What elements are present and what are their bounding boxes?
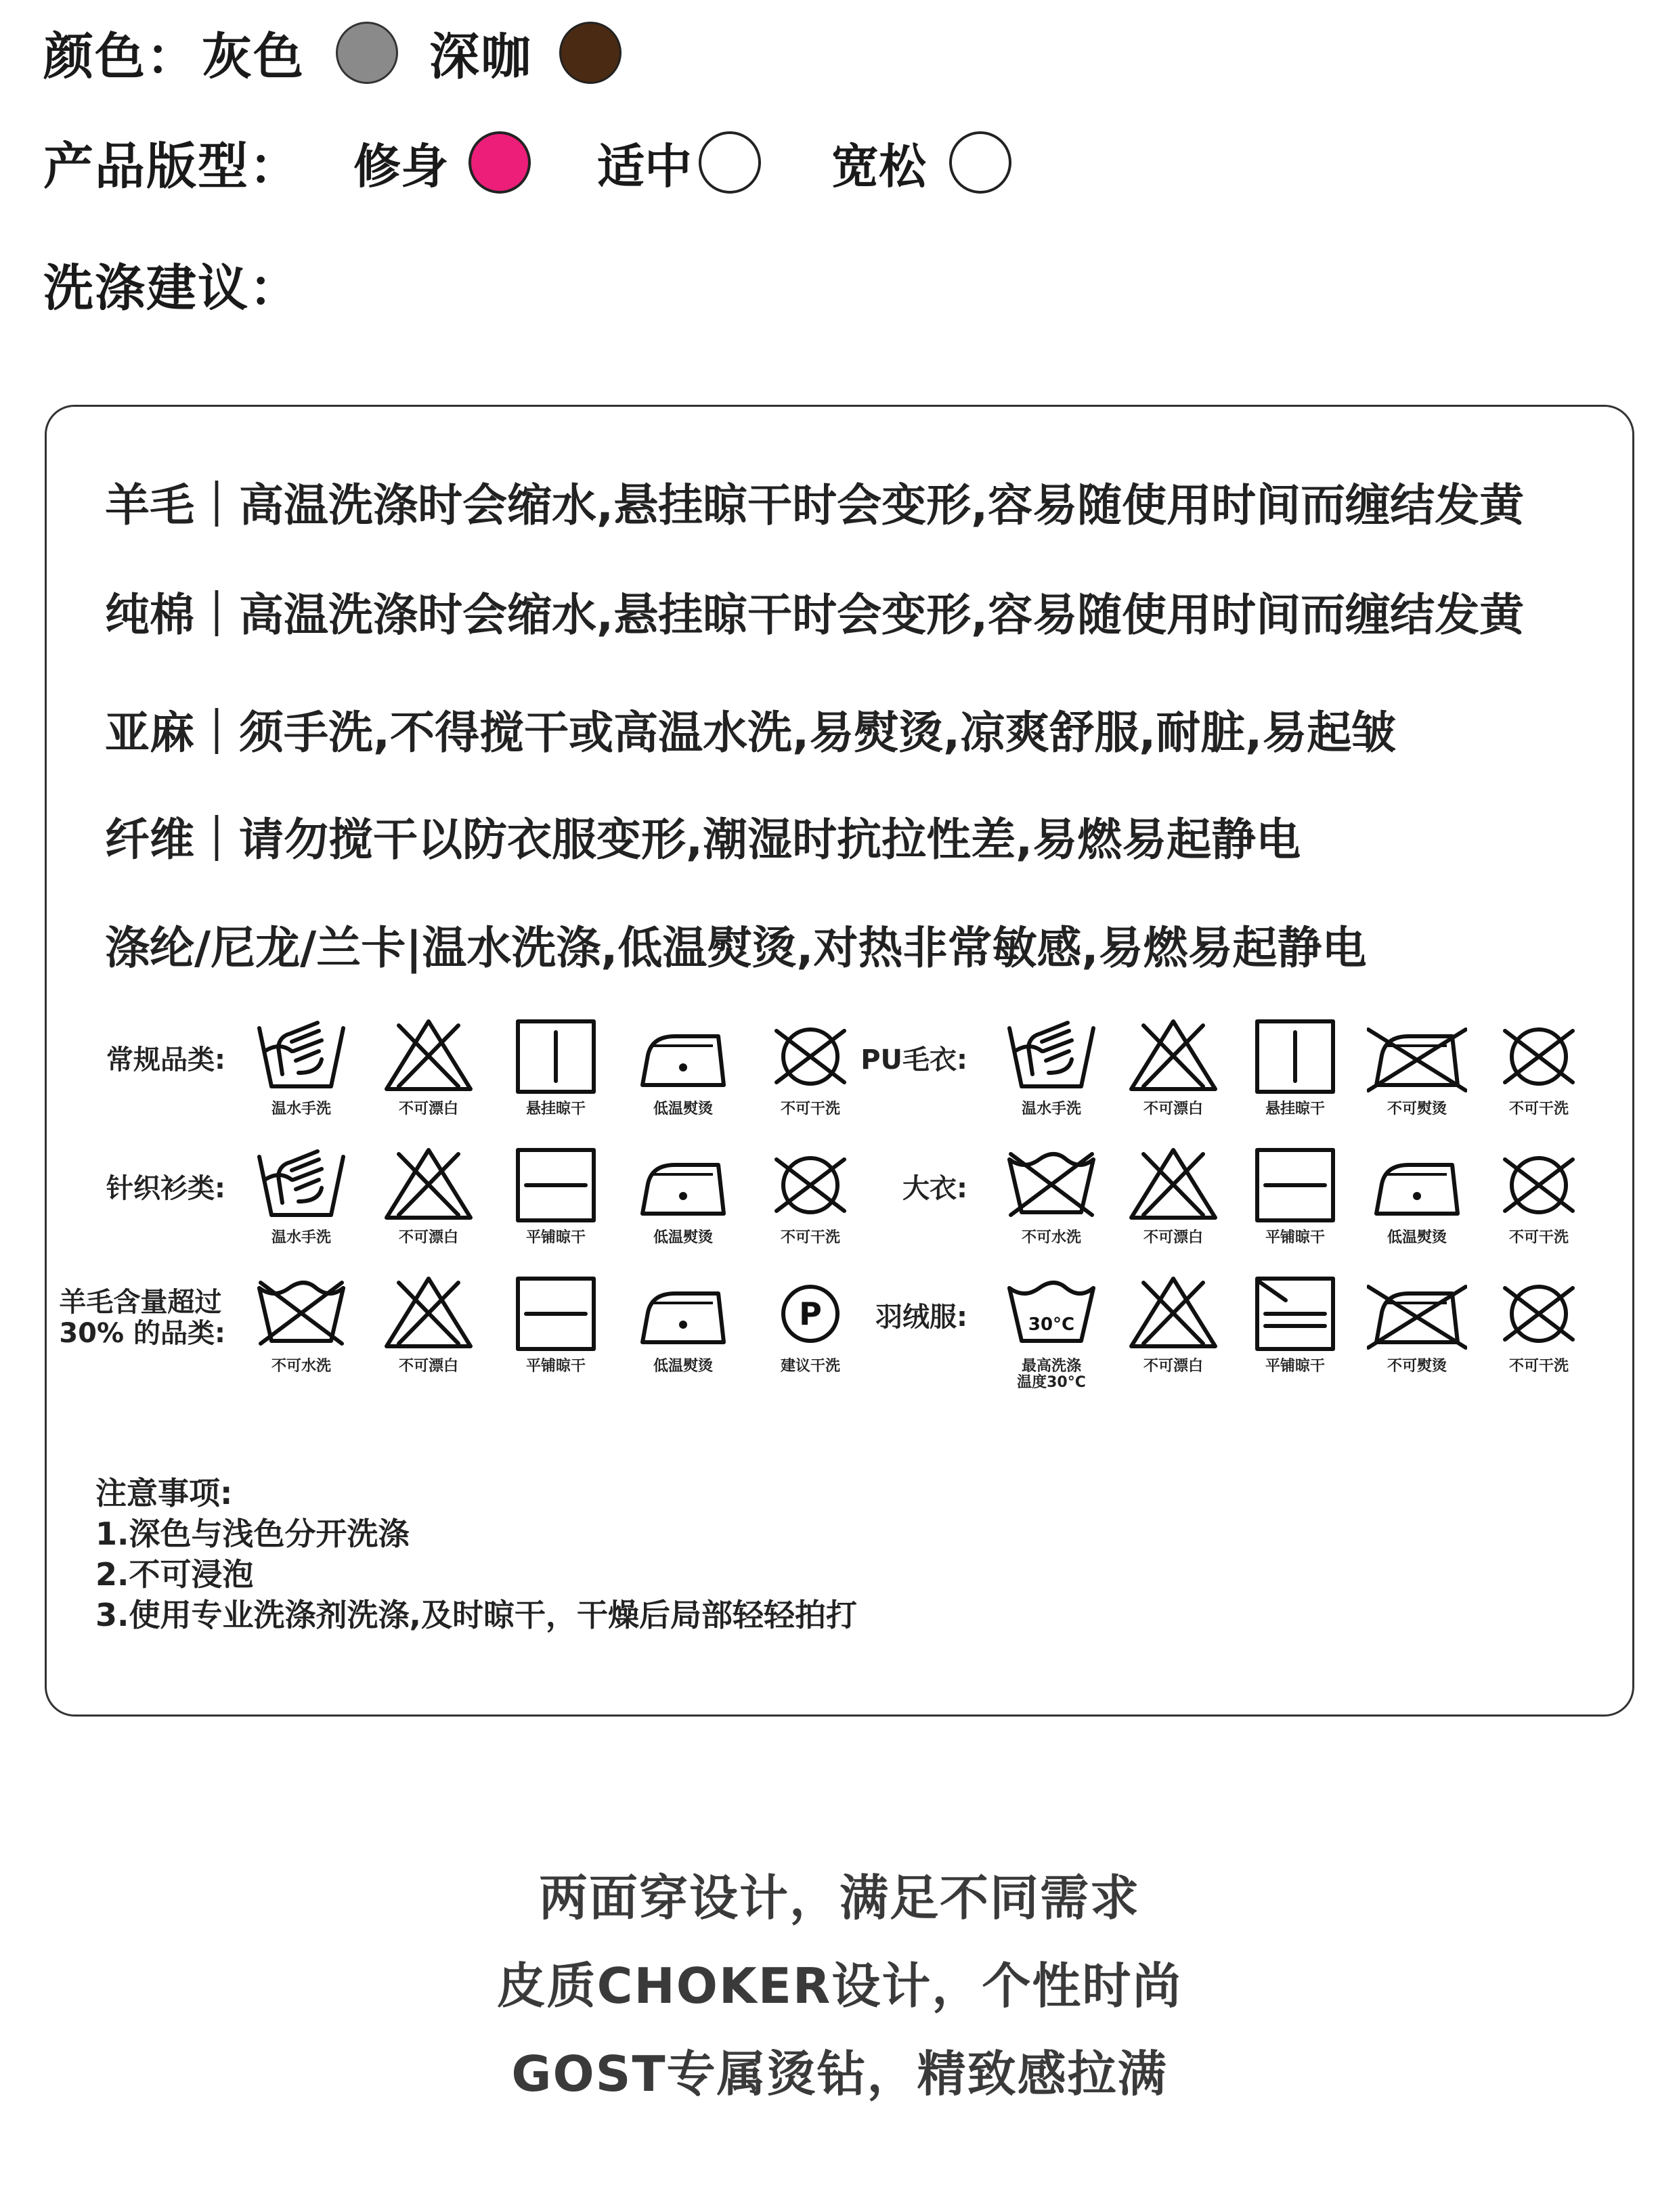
dry-clean-p-symbol (749, 1273, 871, 1375)
symbol-caption: 低温熨烫 (653, 1101, 713, 1118)
no-dry-clean-icon (1489, 1145, 1589, 1224)
symbol-caption: 平铺晾干 (1265, 1229, 1325, 1246)
iron-low-symbol (1356, 1145, 1478, 1246)
no-bleach-icon (1123, 1016, 1223, 1096)
category-label: PU毛衣: (860, 1044, 967, 1076)
category-label: 羽绒服: (875, 1302, 967, 1333)
hand-wash-symbol (240, 1145, 362, 1246)
symbol-caption: 不可水洗 (1021, 1229, 1081, 1246)
fit-option-slim[interactable]: 修身 (353, 138, 448, 194)
category-label: 常规品类: (106, 1044, 225, 1076)
flat-dry-box-symbol (1234, 1273, 1356, 1375)
symbol-caption: 平铺晾干 (525, 1358, 586, 1375)
care-heading: 洗涤建议： (43, 259, 301, 317)
fabric-note-wool: 羊毛｜高温洗涤时会缩水,悬挂晾干时会变形,容易随使用时间而缠结发黄 (105, 479, 1525, 531)
hang-dry-icon (1245, 1016, 1345, 1096)
fabric-note-polyester: 涤纶/尼龙/兰卡|温水洗涤,低温熨烫,对热非常敏感,易燃易起静电 (105, 922, 1367, 974)
symbol-caption: 低温熨烫 (653, 1229, 713, 1246)
iron-low-icon (633, 1145, 733, 1224)
hand-wash-icon (1001, 1016, 1102, 1096)
no-bleach-symbol (1112, 1016, 1234, 1118)
symbol-caption: 不可熨烫 (1387, 1101, 1447, 1118)
symbol-caption: 低温熨烫 (653, 1358, 713, 1375)
flat-dry-symbol (495, 1273, 617, 1375)
hand-wash-symbol (240, 1016, 362, 1118)
notes-item: 2.不可浸泡 (95, 1556, 254, 1593)
category-label: 针织衫类: (106, 1173, 225, 1204)
no-dry-clean-symbol (1478, 1145, 1600, 1246)
iron-low-icon (1367, 1145, 1467, 1224)
color-label: 颜色： (43, 28, 198, 86)
notes-block (95, 1473, 857, 1635)
symbol-caption: 不可干洗 (780, 1229, 840, 1246)
hand-wash-icon (251, 1145, 351, 1224)
no-bleach-icon (378, 1016, 479, 1096)
no-bleach-icon (378, 1145, 479, 1224)
iron-low-symbol (622, 1273, 744, 1375)
fabric-note-linen: 亚麻｜须手洗,不得搅干或高温水洗,易熨烫,凉爽舒服,耐脏,易起皱 (105, 707, 1397, 759)
symbol-caption: 不可水洗 (271, 1358, 331, 1375)
gray-swatch-icon[interactable] (336, 22, 398, 84)
symbol-caption: 温水手洗 (271, 1101, 331, 1118)
symbol-caption: 温水手洗 (1021, 1101, 1081, 1118)
no-bleach-symbol (368, 1145, 489, 1246)
wash-30-icon (1001, 1273, 1102, 1353)
symbol-caption: 平铺晾干 (1265, 1358, 1325, 1375)
symbol-caption: 不可干洗 (780, 1101, 840, 1118)
symbol-caption: 不可漂白 (398, 1229, 458, 1246)
symbol-caption: 不可漂白 (398, 1101, 458, 1118)
hang-dry-icon (506, 1016, 606, 1096)
symbol-caption: 不可干洗 (1508, 1358, 1569, 1375)
no-bleach-icon (378, 1273, 479, 1353)
no-dry-clean-icon (760, 1145, 860, 1224)
flat-dry-symbol (1234, 1145, 1356, 1246)
fabric-note-cotton: 纯棉｜高温洗涤时会缩水,悬挂晾干时会变形,容易随使用时间而缠结发黄 (105, 589, 1525, 641)
no-dry-clean-symbol (1478, 1016, 1600, 1118)
no-dry-clean-icon (1489, 1016, 1589, 1096)
no-bleach-symbol (1112, 1145, 1234, 1246)
symbol-caption: 不可漂白 (1143, 1358, 1203, 1375)
hand-wash-symbol (990, 1016, 1112, 1118)
hand-wash-icon (251, 1016, 351, 1096)
no-bleach-symbol (368, 1016, 489, 1118)
fit-regular-empty-icon[interactable] (699, 131, 761, 194)
no-bleach-symbol (368, 1273, 489, 1375)
symbol-caption: 温水手洗 (271, 1229, 331, 1246)
no-bleach-symbol (1112, 1273, 1234, 1375)
no-iron-icon (1367, 1016, 1467, 1096)
symbol-caption: 不可熨烫 (1387, 1358, 1447, 1375)
symbol-caption: 不可漂白 (1143, 1229, 1203, 1246)
symbol-caption: 平铺晾干 (525, 1229, 586, 1246)
symbol-caption: 低温熨烫 (1387, 1229, 1447, 1246)
iron-low-icon (633, 1273, 733, 1353)
care-heading-row (43, 244, 301, 325)
fit-option-loose[interactable]: 宽松 (831, 138, 926, 194)
flat-dry-box-icon (1245, 1273, 1345, 1353)
wash-30-symbol (990, 1273, 1112, 1391)
category-label: 羊毛含量超过 30% 的品类: (59, 1287, 225, 1349)
hang-dry-symbol (495, 1016, 617, 1118)
fit-label: 产品版型： (43, 137, 301, 196)
brown-swatch-icon[interactable] (559, 22, 622, 84)
flat-dry-icon (1245, 1145, 1345, 1224)
symbol-caption: 不可干洗 (1508, 1101, 1569, 1118)
notes-title: 注意事项: (95, 1475, 233, 1511)
color-option-gray[interactable]: 灰色 (202, 28, 305, 86)
no-dry-clean-icon (760, 1016, 860, 1096)
no-dry-clean-symbol (749, 1016, 871, 1118)
no-bleach-icon (1123, 1273, 1223, 1353)
fabric-note-fiber: 纤维｜请勿搅干以防衣服变形,潮湿时抗拉性差,易燃易起静电 (105, 814, 1301, 866)
iron-low-symbol (622, 1145, 744, 1246)
color-row (43, 12, 622, 93)
no-wash-icon (251, 1273, 351, 1353)
category-label: 大衣: (902, 1173, 967, 1204)
no-dry-clean-symbol (1478, 1273, 1600, 1375)
fit-option-regular[interactable]: 适中 (597, 138, 692, 194)
fit-row (43, 122, 1011, 203)
no-iron-symbol (1356, 1016, 1478, 1118)
footer-line-3: GOST专属烫钻，精致感拉满 (511, 2045, 1168, 2102)
notes-item: 1.深色与浅色分开洗涤 (95, 1516, 410, 1552)
no-dry-clean-icon (1489, 1273, 1589, 1353)
fit-slim-selected-icon[interactable] (468, 131, 531, 194)
fit-loose-empty-icon[interactable] (949, 131, 1011, 194)
dry-clean-p-icon (760, 1273, 860, 1353)
no-iron-icon (1367, 1273, 1467, 1353)
no-bleach-icon (1123, 1145, 1223, 1224)
care-panel (45, 405, 1634, 1717)
svg-text:30°C: 30°C (1028, 1314, 1075, 1335)
iron-low-symbol (622, 1016, 744, 1118)
footer-line-2: 皮质CHOKER设计，个性时尚 (496, 1957, 1183, 2014)
no-iron-symbol (1356, 1273, 1478, 1375)
no-dry-clean-symbol (749, 1145, 871, 1246)
symbol-caption: 建议干洗 (780, 1358, 840, 1375)
symbol-caption: 最高洗涤 温度30°C (1017, 1358, 1086, 1392)
notes-item: 3.使用专业洗涤剂洗涤,及时晾干，干燥后局部轻轻拍打 (95, 1597, 857, 1633)
svg-text:P: P (799, 1296, 822, 1332)
footer-line-1: 两面穿设计，满足不同需求 (538, 1870, 1140, 1926)
no-wash-symbol (240, 1273, 362, 1375)
symbol-caption: 不可漂白 (1143, 1101, 1203, 1118)
color-option-brown[interactable]: 深咖 (429, 28, 532, 86)
symbol-caption: 不可干洗 (1508, 1229, 1569, 1246)
hang-dry-symbol (1234, 1016, 1356, 1118)
iron-low-icon (633, 1016, 733, 1096)
no-wash-symbol (990, 1145, 1112, 1246)
flat-dry-icon (506, 1145, 606, 1224)
flat-dry-symbol (495, 1145, 617, 1246)
symbol-caption: 悬挂晾干 (1265, 1101, 1325, 1118)
flat-dry-icon (506, 1273, 606, 1353)
symbol-caption: 不可漂白 (398, 1358, 458, 1375)
no-wash-icon (1001, 1145, 1102, 1224)
symbol-caption: 悬挂晾干 (525, 1101, 586, 1118)
